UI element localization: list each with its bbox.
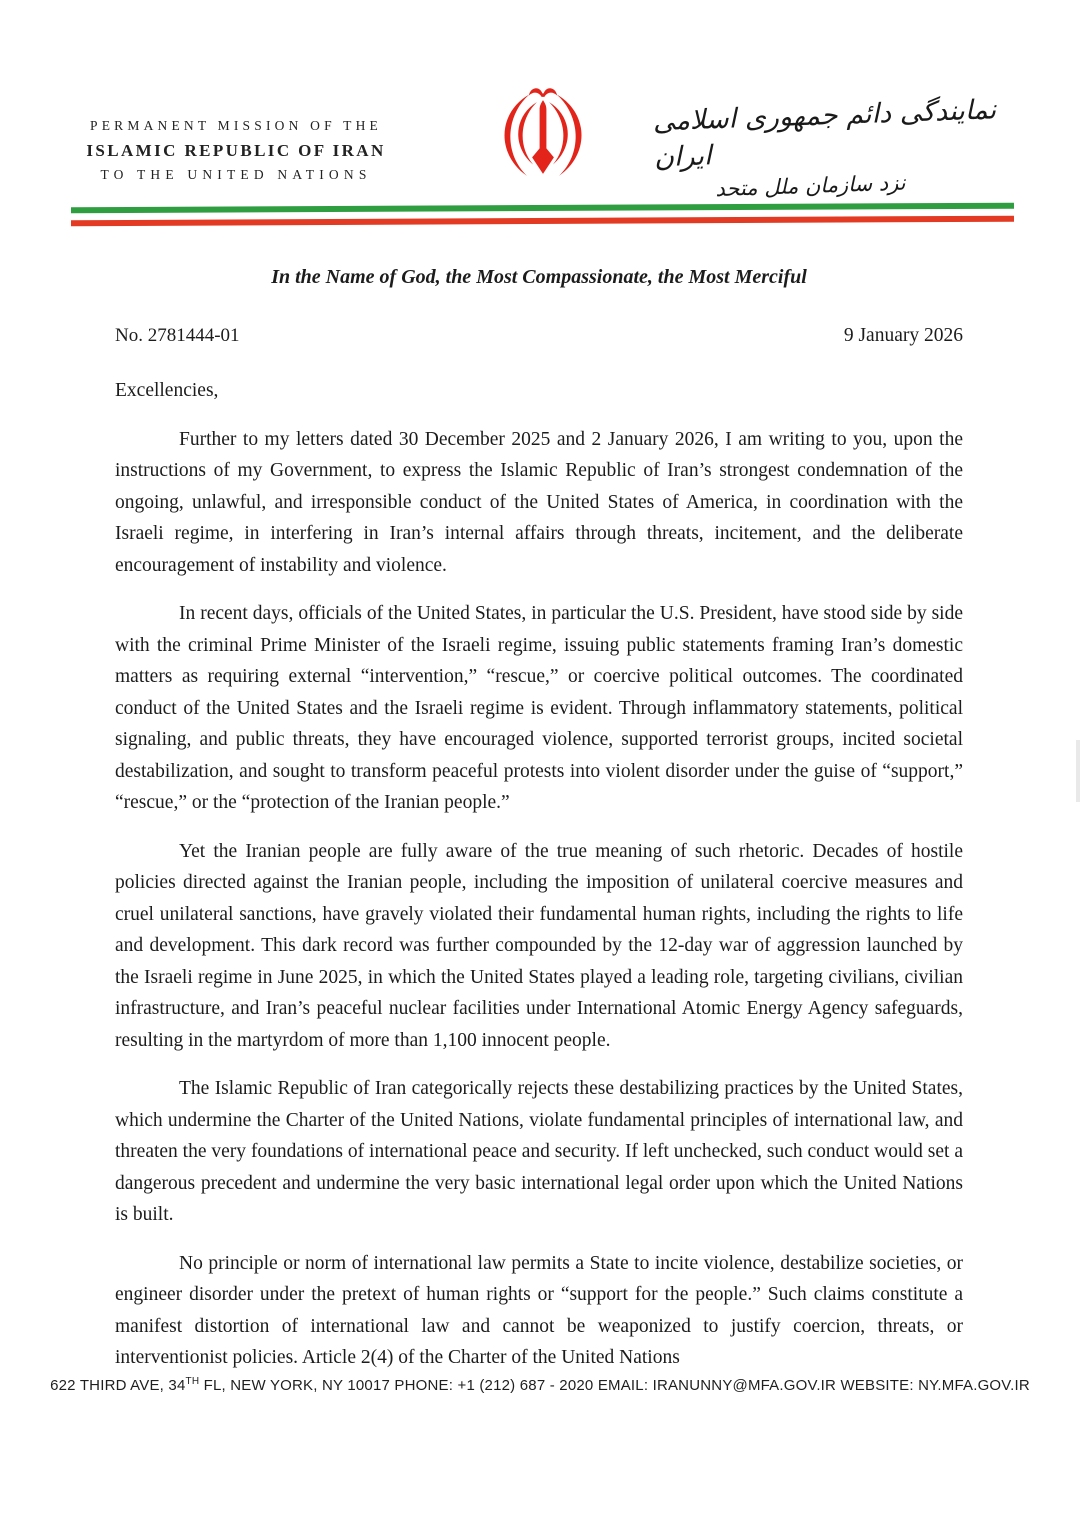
paragraph-5: No principle or norm of international law permits a State to incite violence, destabilize societies, or engineer disorder under the pretext of human rights or “support for the people.” Such claims constitute a manifest distortion of international law and cannot be weaponized to justify coercion, threats, or interventionist policies. Article 2(4) of the Charter of the United Nations <box>115 1252 963 1368</box>
letterhead-rule-red <box>71 216 1014 227</box>
persian-mission-name <box>652 92 1015 207</box>
persian-line-1: نمایندگی دائم جمهوری اسلامی ایران <box>652 94 997 174</box>
persian-line-2: نزد سازمان ملل متحد <box>714 170 906 202</box>
letter-date: 9 January 2026 <box>843 324 963 346</box>
letter-body <box>115 262 963 1374</box>
iran-emblem-icon <box>487 86 599 190</box>
mission-line-3: TO THE UNITED NATIONS <box>100 167 372 182</box>
footer-address-suffix: FL, NEW YORK, NY 10017 PHONE: +1 (212) 687 - 2020 EMAIL: IRANUNNY@MFA.GOV.IR WEBSITE: NY.MFA.GOV.IR <box>199 1377 1030 1394</box>
mission-line-1: PERMANENT MISSION OF THE <box>90 118 382 133</box>
mission-title-block <box>86 118 386 183</box>
paragraph-3: Yet the Iranian people are fully aware of the true meaning of such rhetoric. Decades of hostile policies directed against the Iranian people, including the imposition of unilateral coercive measures and cruel unilateral sanctions, have gravely violated their fundamental human rights, including the rights to life and development. This dark record was further compounded by the 12-day war of aggression launched by the Israeli regime in June 2025, in which the United States played a leading role, targeting civilians, civilian infrastructure, and Iran’s peaceful nuclear facilities under International Atomic Energy Agency safeguards, resulting in the martyrdom of more than 1,100 innocent people. <box>115 840 963 1051</box>
mission-line-2: ISLAMIC REPUBLIC OF IRAN <box>86 141 386 160</box>
letterhead <box>0 0 1080 230</box>
reference-number: No. 2781444-01 <box>115 324 240 346</box>
paragraph-1: Further to my letters dated 30 December 2025 and 2 January 2026, I am writing to you, upon the instructions of my Government, to express the Islamic Republic of Iran’s strongest condemnation of the ongoing, unlawful, and irresponsible conduct of the United States of America, in coordination with the Israeli regime, in interfering in Iran’s internal affairs through threats, incitement, and the deliberate encouragement of instability and violence. <box>115 428 963 576</box>
paragraph-4: The Islamic Republic of Iran categorically rejects these destabilizing practices by the United States, which undermine the Charter of the United Nations, violate fundamental principles of international law, and threaten the very foundations of international peace and security. If left unchecked, such conduct would set a dangerous precedent and undermine the very basic international legal order upon which the United Nations is built. <box>115 1078 963 1225</box>
footer-address-superscript: TH <box>185 1376 200 1387</box>
bismillah-heading: In the Name of God, the Most Compassionate, the Most Merciful <box>271 266 807 288</box>
letterhead-rule-green <box>71 203 1014 214</box>
footer-address <box>0 1376 1080 1394</box>
reference-row <box>115 320 963 352</box>
salutation: Excellencies, <box>115 380 219 401</box>
scan-edge-artifact <box>1076 740 1080 802</box>
footer-address-prefix: 622 THIRD AVE, 34 <box>50 1377 186 1394</box>
paragraph-2: In recent days, officials of the United States, in particular the U.S. President, have stood side by side with the criminal Prime Minister of the Israeli regime, issuing public statements framing Iran’s domestic matters as requiring external “intervention,” “rescue,” or coercive political outcomes. The coordinated conduct of the United States and the Israeli regime is evident. Through inflammatory statements, political signaling, and public threats, they have encouraged violence, supported terrorist groups, incited societal destabilization, and sought to transform peaceful protests into violent disorder under the guise of “support,” “rescue,” or the “protection of the Iranian people.” <box>115 603 963 813</box>
